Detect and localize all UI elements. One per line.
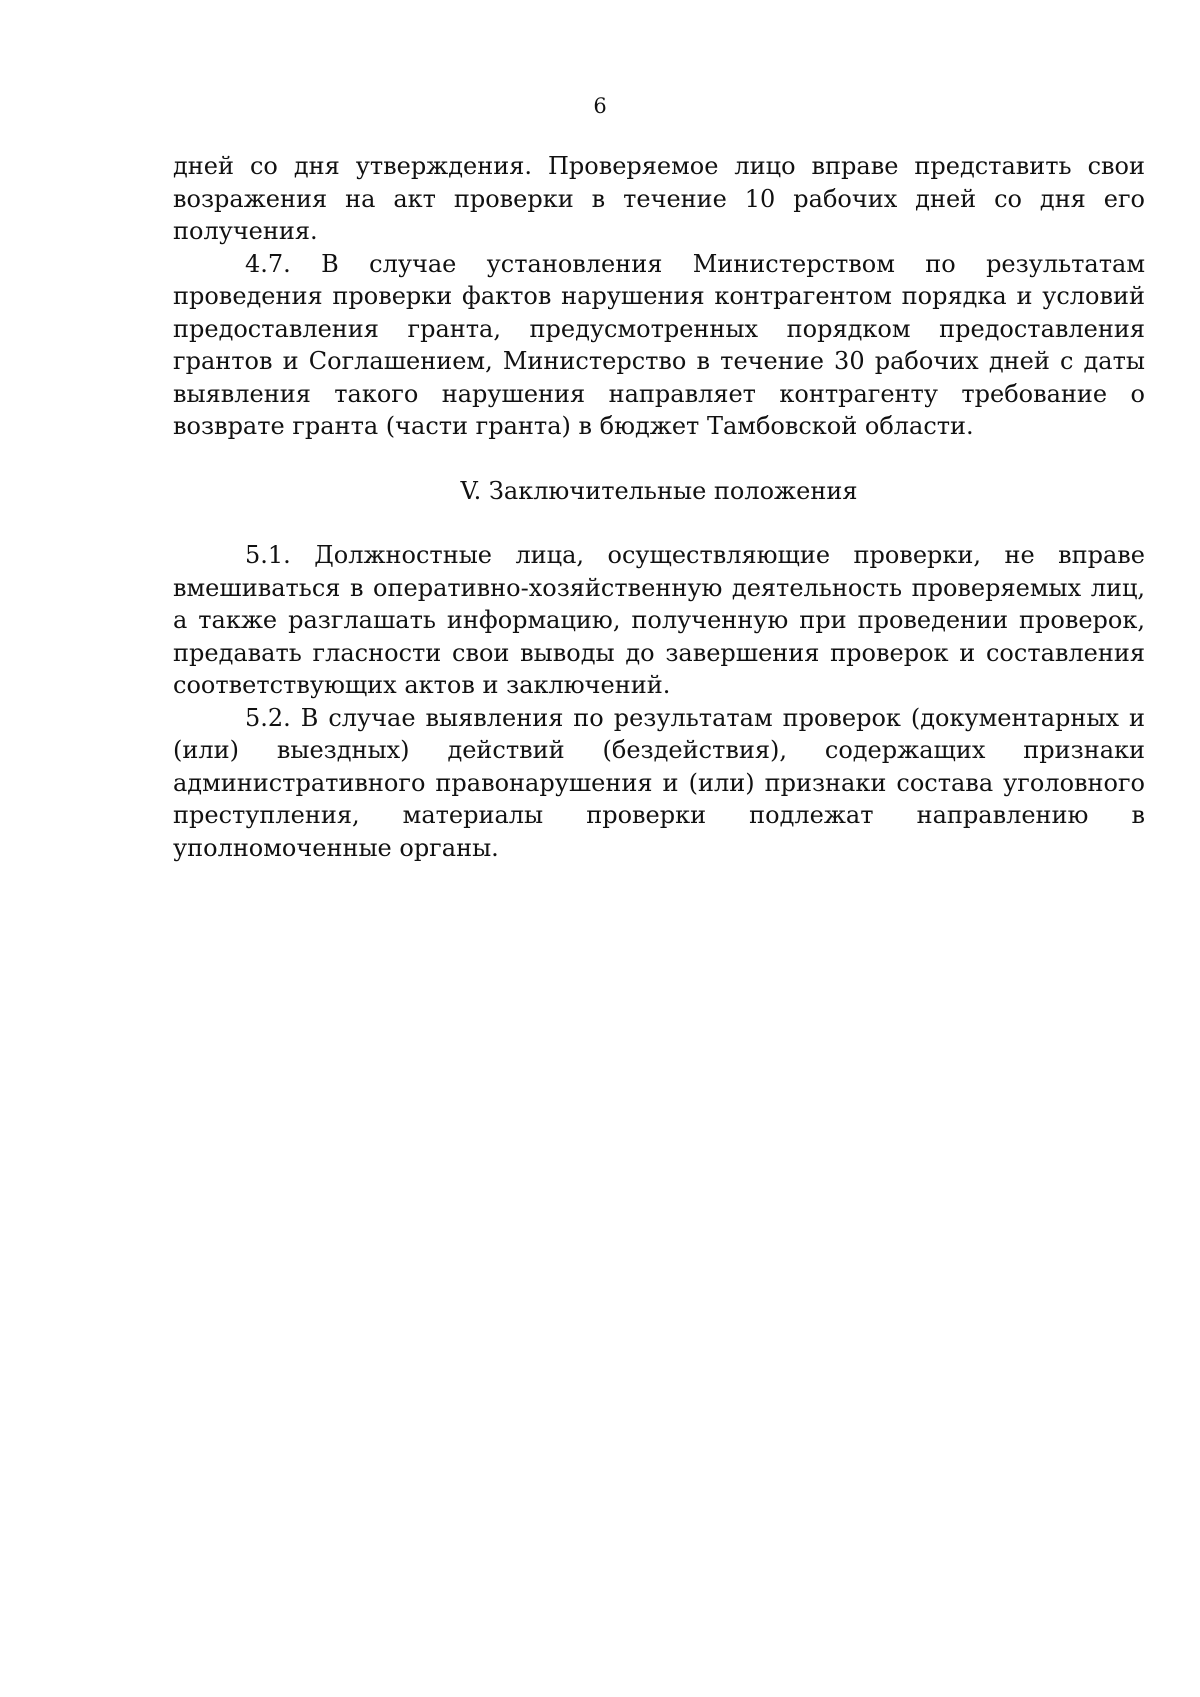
paragraph-5-1: 5.1. Должностные лица, осуществляющие проверки, не вправе вмешиваться в оперативно-хозяйственную деятельность проверяемых лиц, а также разглашать информацию, полученную при проведении проверок, предавать гласности свои выводы до завершения проверок и составления соответствующих актов и заключений. <box>173 541 1145 699</box>
section-heading: V. Заключительные положения <box>460 476 858 505</box>
page-number: 6 <box>593 94 607 118</box>
paragraph-5-2: 5.2. В случае выявления по результатам проверок (документарных и (или) выездных) действий (бездействия), содержащих признаки административного правонарушения и (или) признаки состава уголовного преступления, материалы проверки подлежат направлению в уполномоченные органы. <box>173 703 1145 862</box>
paragraph-continuation: дней со дня утверждения. Проверяемое лицо вправе представить свои возражения на акт проверки в течение 10 рабочих дней со дня его получения. <box>173 152 1145 245</box>
document-body <box>173 150 1145 864</box>
paragraph-4-7: 4.7. В случае установления Министерством по результатам проведения проверки фактов нарушения контрагентом порядка и условий предоставления гранта, предусмотренных порядком предоставления грантов и Соглашением, Министерство в течение 30 рабочих дней с даты выявления такого нарушения направляет контрагенту требование о возврате гранта (части гранта) в бюджет Тамбовской области. <box>173 249 1145 440</box>
